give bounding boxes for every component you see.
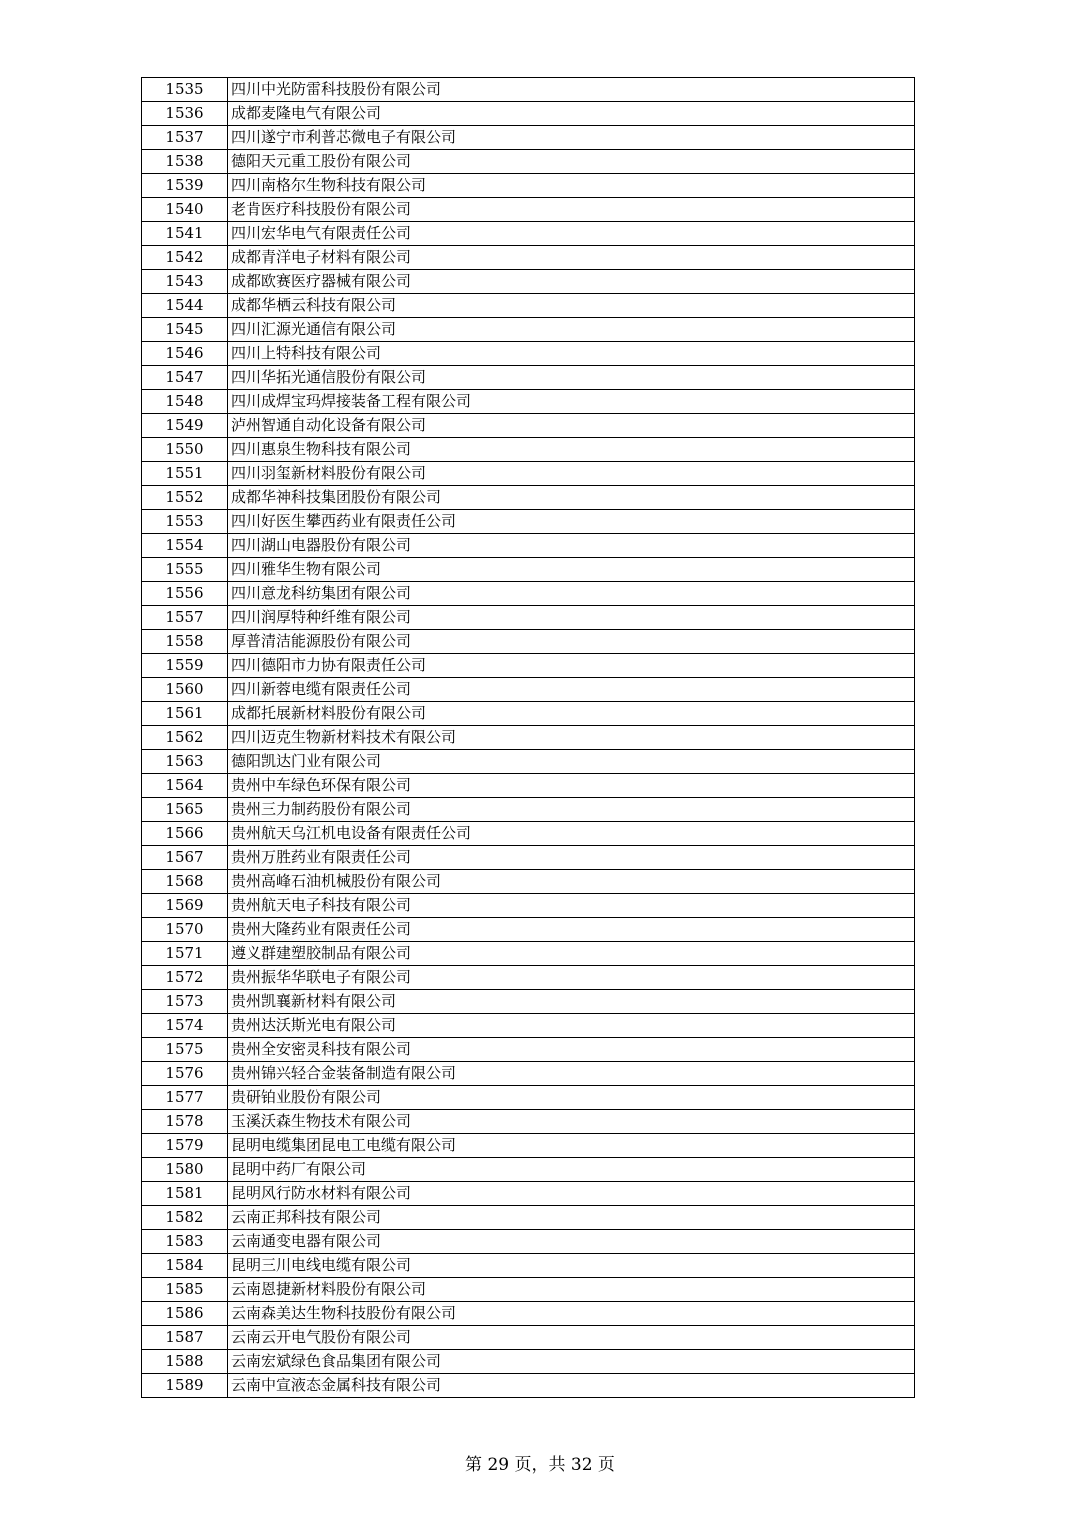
- company-name-cell: 泸州智通自动化设备有限公司: [228, 414, 915, 438]
- company-name-cell: 四川雅华生物有限公司: [228, 558, 915, 582]
- company-name-cell: 四川迈克生物新材料技术有限公司: [228, 726, 915, 750]
- table-row: [142, 1230, 915, 1254]
- table-row: [142, 1110, 915, 1134]
- table-row: [142, 1206, 915, 1230]
- table-row: [142, 366, 915, 390]
- company-name-cell: 贵州凯襄新材料有限公司: [228, 990, 915, 1014]
- table-row: [142, 1374, 915, 1398]
- row-number-cell: 1569: [142, 894, 228, 918]
- table-row: [142, 1134, 915, 1158]
- company-name-cell: 贵州高峰石油机械股份有限公司: [228, 870, 915, 894]
- row-number-cell: 1567: [142, 846, 228, 870]
- row-number-cell: 1577: [142, 1086, 228, 1110]
- row-number-cell: 1539: [142, 174, 228, 198]
- row-number-cell: 1587: [142, 1326, 228, 1350]
- row-number-cell: 1586: [142, 1302, 228, 1326]
- company-name-cell: 贵州三力制药股份有限公司: [228, 798, 915, 822]
- row-number-cell: 1535: [142, 78, 228, 102]
- company-name-cell: 云南恩捷新材料股份有限公司: [228, 1278, 915, 1302]
- table-row: [142, 606, 915, 630]
- row-number-cell: 1547: [142, 366, 228, 390]
- table-row: [142, 1302, 915, 1326]
- table-body: [142, 78, 915, 1398]
- row-number-cell: 1559: [142, 654, 228, 678]
- table-row: [142, 558, 915, 582]
- row-number-cell: 1580: [142, 1158, 228, 1182]
- company-name-cell: 云南宏斌绿色食品集团有限公司: [228, 1350, 915, 1374]
- table-row: [142, 582, 915, 606]
- row-number-cell: 1562: [142, 726, 228, 750]
- table-row: [142, 846, 915, 870]
- company-name-cell: 贵州达沃斯光电有限公司: [228, 1014, 915, 1038]
- row-number-cell: 1570: [142, 918, 228, 942]
- row-number-cell: 1541: [142, 222, 228, 246]
- table-row: [142, 1014, 915, 1038]
- row-number-cell: 1568: [142, 870, 228, 894]
- table-row: [142, 894, 915, 918]
- table-row: [142, 798, 915, 822]
- company-name-cell: 玉溪沃森生物技术有限公司: [228, 1110, 915, 1134]
- table-row: [142, 654, 915, 678]
- table-row: [142, 246, 915, 270]
- company-name-cell: 四川好医生攀西药业有限责任公司: [228, 510, 915, 534]
- row-number-cell: 1543: [142, 270, 228, 294]
- row-number-cell: 1573: [142, 990, 228, 1014]
- company-name-cell: 昆明中药厂有限公司: [228, 1158, 915, 1182]
- table-row: [142, 630, 915, 654]
- row-number-cell: 1572: [142, 966, 228, 990]
- company-name-cell: 成都青洋电子材料有限公司: [228, 246, 915, 270]
- table-row: [142, 1350, 915, 1374]
- row-number-cell: 1566: [142, 822, 228, 846]
- company-name-cell: 厚普清洁能源股份有限公司: [228, 630, 915, 654]
- table-row: [142, 774, 915, 798]
- company-name-cell: 四川湖山电器股份有限公司: [228, 534, 915, 558]
- row-number-cell: 1552: [142, 486, 228, 510]
- company-name-cell: 四川德阳市力协有限责任公司: [228, 654, 915, 678]
- row-number-cell: 1560: [142, 678, 228, 702]
- row-number-cell: 1546: [142, 342, 228, 366]
- row-number-cell: 1563: [142, 750, 228, 774]
- row-number-cell: 1557: [142, 606, 228, 630]
- table-row: [142, 534, 915, 558]
- table-row: [142, 198, 915, 222]
- table-row: [142, 678, 915, 702]
- company-name-cell: 云南正邦科技有限公司: [228, 1206, 915, 1230]
- company-name-cell: 成都华神科技集团股份有限公司: [228, 486, 915, 510]
- table-row: [142, 294, 915, 318]
- company-name-cell: 德阳天元重工股份有限公司: [228, 150, 915, 174]
- table-row: [142, 390, 915, 414]
- row-number-cell: 1551: [142, 462, 228, 486]
- row-number-cell: 1548: [142, 390, 228, 414]
- row-number-cell: 1554: [142, 534, 228, 558]
- table-row: [142, 750, 915, 774]
- row-number-cell: 1574: [142, 1014, 228, 1038]
- table-row: [142, 78, 915, 102]
- company-name-cell: 贵州振华华联电子有限公司: [228, 966, 915, 990]
- row-number-cell: 1589: [142, 1374, 228, 1398]
- row-number-cell: 1575: [142, 1038, 228, 1062]
- row-number-cell: 1571: [142, 942, 228, 966]
- company-name-cell: 成都华栖云科技有限公司: [228, 294, 915, 318]
- company-name-cell: 昆明三川电线电缆有限公司: [228, 1254, 915, 1278]
- table-row: [142, 1278, 915, 1302]
- row-number-cell: 1585: [142, 1278, 228, 1302]
- company-name-cell: 遵义群建塑胶制品有限公司: [228, 942, 915, 966]
- table-row: [142, 414, 915, 438]
- table-row: [142, 918, 915, 942]
- row-number-cell: 1558: [142, 630, 228, 654]
- row-number-cell: 1549: [142, 414, 228, 438]
- company-name-cell: 贵州锦兴轻合金装备制造有限公司: [228, 1062, 915, 1086]
- row-number-cell: 1576: [142, 1062, 228, 1086]
- company-name-cell: 四川成焊宝玛焊接装备工程有限公司: [228, 390, 915, 414]
- company-name-cell: 四川润厚特种纤维有限公司: [228, 606, 915, 630]
- row-number-cell: 1578: [142, 1110, 228, 1134]
- page-footer: 第 29 页，共 32 页: [465, 1455, 615, 1475]
- table-row: [142, 1158, 915, 1182]
- company-name-cell: 贵研铂业股份有限公司: [228, 1086, 915, 1110]
- table-row: [142, 270, 915, 294]
- company-name-cell: 昆明风行防水材料有限公司: [228, 1182, 915, 1206]
- table-row: [142, 318, 915, 342]
- row-number-cell: 1540: [142, 198, 228, 222]
- table-row: [142, 342, 915, 366]
- row-number-cell: 1581: [142, 1182, 228, 1206]
- company-name-cell: 四川新蓉电缆有限责任公司: [228, 678, 915, 702]
- company-name-cell: 贵州航天电子科技有限公司: [228, 894, 915, 918]
- company-name-cell: 贵州航天乌江机电设备有限责任公司: [228, 822, 915, 846]
- table-row: [142, 1326, 915, 1350]
- company-name-cell: 云南森美达生物科技股份有限公司: [228, 1302, 915, 1326]
- row-number-cell: 1588: [142, 1350, 228, 1374]
- company-name-cell: 四川宏华电气有限责任公司: [228, 222, 915, 246]
- table-row: [142, 102, 915, 126]
- company-name-cell: 成都欧赛医疗器械有限公司: [228, 270, 915, 294]
- company-name-cell: 成都麦隆电气有限公司: [228, 102, 915, 126]
- table-row: [142, 510, 915, 534]
- company-name-cell: 德阳凯达门业有限公司: [228, 750, 915, 774]
- table-row: [142, 438, 915, 462]
- table-row: [142, 990, 915, 1014]
- table-row: [142, 1086, 915, 1110]
- row-number-cell: 1555: [142, 558, 228, 582]
- table-row: [142, 150, 915, 174]
- table-row: [142, 462, 915, 486]
- company-name-cell: 成都托展新材料股份有限公司: [228, 702, 915, 726]
- company-name-cell: 云南云开电气股份有限公司: [228, 1326, 915, 1350]
- row-number-cell: 1579: [142, 1134, 228, 1158]
- row-number-cell: 1582: [142, 1206, 228, 1230]
- row-number-cell: 1536: [142, 102, 228, 126]
- row-number-cell: 1583: [142, 1230, 228, 1254]
- row-number-cell: 1561: [142, 702, 228, 726]
- row-number-cell: 1556: [142, 582, 228, 606]
- row-number-cell: 1545: [142, 318, 228, 342]
- row-number-cell: 1544: [142, 294, 228, 318]
- row-number-cell: 1565: [142, 798, 228, 822]
- company-name-cell: 四川遂宁市利普芯微电子有限公司: [228, 126, 915, 150]
- company-name-cell: 四川意龙科纺集团有限公司: [228, 582, 915, 606]
- company-name-cell: 贵州大隆药业有限责任公司: [228, 918, 915, 942]
- table-row: [142, 486, 915, 510]
- table-row: [142, 1182, 915, 1206]
- company-name-cell: 四川南格尔生物科技有限公司: [228, 174, 915, 198]
- row-number-cell: 1538: [142, 150, 228, 174]
- company-name-cell: 四川羽玺新材料股份有限公司: [228, 462, 915, 486]
- company-name-cell: 云南通变电器有限公司: [228, 1230, 915, 1254]
- company-name-cell: 四川汇源光通信有限公司: [228, 318, 915, 342]
- company-name-cell: 老肯医疗科技股份有限公司: [228, 198, 915, 222]
- row-number-cell: 1584: [142, 1254, 228, 1278]
- table-row: [142, 870, 915, 894]
- company-name-cell: 云南中宣液态金属科技有限公司: [228, 1374, 915, 1398]
- table-row: [142, 822, 915, 846]
- table-row: [142, 726, 915, 750]
- table-row: [142, 966, 915, 990]
- table-row: [142, 1062, 915, 1086]
- row-number-cell: 1564: [142, 774, 228, 798]
- row-number-cell: 1537: [142, 126, 228, 150]
- row-number-cell: 1553: [142, 510, 228, 534]
- table-row: [142, 1038, 915, 1062]
- company-name-cell: 贵州万胜药业有限责任公司: [228, 846, 915, 870]
- company-name-cell: 四川上特科技有限公司: [228, 342, 915, 366]
- company-name-cell: 昆明电缆集团昆电工电缆有限公司: [228, 1134, 915, 1158]
- table-row: [142, 222, 915, 246]
- row-number-cell: 1550: [142, 438, 228, 462]
- company-name-cell: 四川中光防雷科技股份有限公司: [228, 78, 915, 102]
- table-row: [142, 126, 915, 150]
- company-name-cell: 四川惠泉生物科技有限公司: [228, 438, 915, 462]
- company-name-cell: 贵州中车绿色环保有限公司: [228, 774, 915, 798]
- company-list-table: [141, 77, 915, 1398]
- table-row: [142, 1254, 915, 1278]
- row-number-cell: 1542: [142, 246, 228, 270]
- table-row: [142, 174, 915, 198]
- table-row: [142, 942, 915, 966]
- company-name-cell: 四川华拓光通信股份有限公司: [228, 366, 915, 390]
- table-row: [142, 702, 915, 726]
- company-name-cell: 贵州全安密灵科技有限公司: [228, 1038, 915, 1062]
